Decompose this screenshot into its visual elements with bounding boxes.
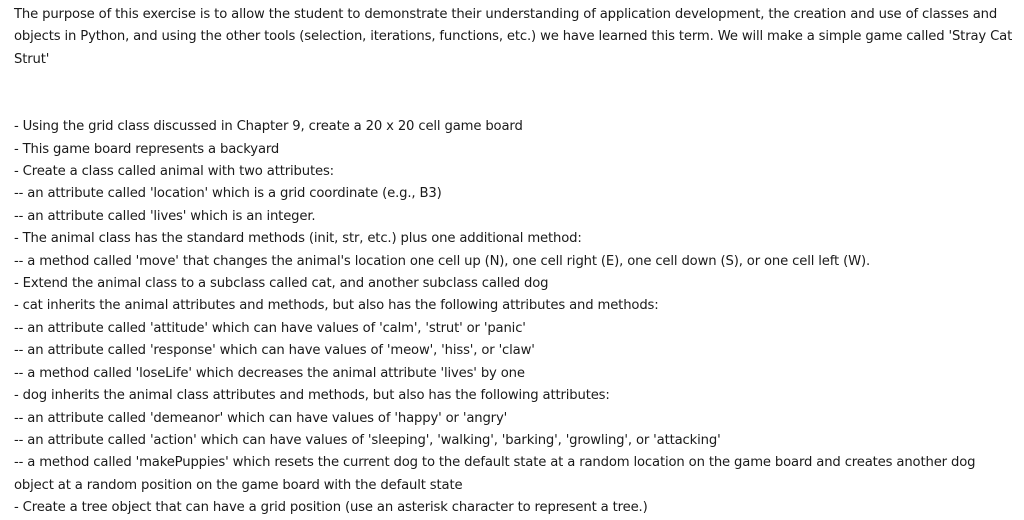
requirement-line: - This game board represents a backyard [14,141,280,157]
requirement-line: -- an attribute called 'location' which is a grid coordinate (e.g., B3) [14,186,442,202]
requirement-line: - cat inherits the animal attributes and methods, but also has the following attributes and methods: [14,298,659,314]
requirement-line: - Create a tree object that can have a grid position (use an asterisk character to represent a tree.) [14,500,648,516]
requirement-line: -- a method called 'makePuppies' which resets the current dog to the default state at a random location on the game board and creates another dog object at a random position on the game board with the default state [14,455,976,493]
requirement-line: -- a method called 'loseLife' which decreases the animal attribute 'lives' by one [14,365,525,381]
assignment-document [14,4,1018,520]
requirement-line: -- a method called 'move' that changes the animal's location one cell up (N), one cell right (E), one cell down (S), or one cell left (W). [14,253,870,269]
requirement-line: - Using the grid class discussed in Chapter 9, create a 20 x 20 cell game board [14,119,523,135]
requirement-line: - Extend the animal class to a subclass called cat, and another subclass called dog [14,276,549,292]
intro-paragraph: The purpose of this exercise is to allow the student to demonstrate their understanding of application development, the creation and use of classes and objects in Python, and using the other tools (selection, iterations, functions, etc.) we have learned this term. We will make a simple game called 'Stray Cat Strut' [14,7,1013,67]
requirement-line: -- an attribute called 'demeanor' which can have values of 'happy' or 'angry' [14,410,508,426]
requirement-line: -- an attribute called 'response' which can have values of 'meow', 'hiss', or 'claw' [14,343,535,359]
requirement-line: -- an attribute called 'attitude' which can have values of 'calm', 'strut' or 'panic' [14,320,526,336]
requirement-line: - Create a class called animal with two attributes: [14,164,334,180]
requirement-line: -- an attribute called 'lives' which is an integer. [14,208,316,224]
requirements-list [14,116,1018,519]
paragraph-gap [14,71,1018,116]
requirement-line: -- an attribute called 'action' which can have values of 'sleeping', 'walking', 'barking', 'growling', or 'attacking' [14,432,721,448]
requirement-line: - dog inherits the animal class attributes and methods, but also has the following attributes: [14,388,610,404]
requirement-line: - The animal class has the standard methods (init, str, etc.) plus one additional method: [14,231,582,247]
